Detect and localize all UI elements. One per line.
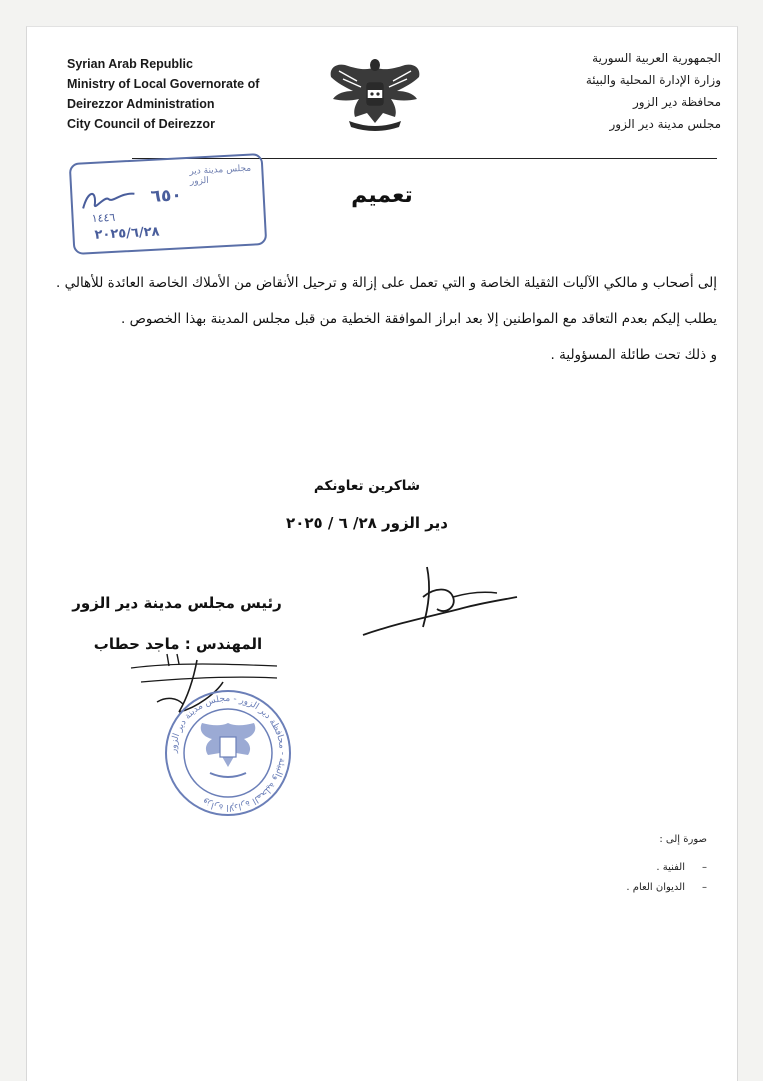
document-page bbox=[26, 26, 738, 1081]
header-en-line-2: Ministry of Local Governorate of bbox=[67, 77, 260, 91]
stamp-date: ٢٠٢٥/٦/٢٨ bbox=[94, 224, 160, 243]
signatory-title: رئيس مجلس مدينة دير الزور bbox=[72, 594, 282, 612]
issue-date: دير الزور ٢٨/ ٦ / ٢٠٢٥ bbox=[286, 514, 448, 532]
body-paragraph-3: و ذلك تحت طائلة المسؤولية . bbox=[550, 347, 717, 363]
header-english bbox=[67, 54, 259, 134]
handwritten-signature-icon bbox=[357, 557, 527, 647]
header-ar-line-3: محافظة دير الزور bbox=[633, 95, 721, 109]
stamp-handwriting-icon bbox=[78, 184, 139, 217]
header-arabic bbox=[586, 47, 721, 135]
header-en-line-1: Syrian Arab Republic bbox=[67, 57, 193, 71]
body-paragraph-1: إلى أصحاب و مالكي الآليات الثقيلة الخاصة و التي تعمل على إزالة و ترحيل الأنقاض من الأملاك الخاصة العائدة للأهالي . bbox=[56, 275, 717, 291]
seal-ring-text: وزارة الإدارة المحلية والبيئة - محافظة دير الزور - مجلس مدينة دير الزور bbox=[168, 693, 288, 813]
official-round-seal-icon bbox=[162, 687, 294, 819]
syrian-eagle-emblem-icon bbox=[327, 57, 423, 133]
document-title: تعميم bbox=[351, 183, 413, 208]
incoming-register-stamp: مجلس مدينة دير الزور ٦٥٠ ١٤٤٦ ٢٠٢٥/٦/٢٨ bbox=[69, 153, 268, 255]
stamp-ref-number: ٦٥٠ bbox=[150, 185, 183, 207]
stamp-year: ١٤٤٦ bbox=[91, 210, 116, 226]
header-en-line-3: Deirezzor Administration bbox=[67, 97, 215, 111]
copies-item: –الديوان العام . bbox=[626, 882, 707, 893]
header-ar-line-4: مجلس مدينة دير الزور bbox=[609, 117, 721, 131]
body-paragraph-2: يطلب إليكم بعدم التعاقد مع المواطنين إلا بعد ابراز الموافقة الخطية من قبل مجلس المدينة بهذا الخصوص . bbox=[121, 311, 717, 327]
document-body bbox=[41, 272, 717, 380]
copies-heading: صورة إلى : bbox=[659, 834, 707, 845]
header-ar-line-2: وزارة الإدارة المحلية والبيئة bbox=[585, 73, 721, 87]
copies-item: –الفنية . bbox=[656, 862, 707, 873]
header-ar-line-1: الجمهورية العربية السورية bbox=[592, 51, 721, 65]
closing-thanks: شاكرين تعاونكم bbox=[313, 478, 421, 494]
copies-to bbox=[626, 830, 707, 898]
signatory-name: المهندس : ماجد حطاب bbox=[93, 635, 263, 653]
header-en-line-4: City Council of Deirezzor bbox=[67, 117, 215, 131]
